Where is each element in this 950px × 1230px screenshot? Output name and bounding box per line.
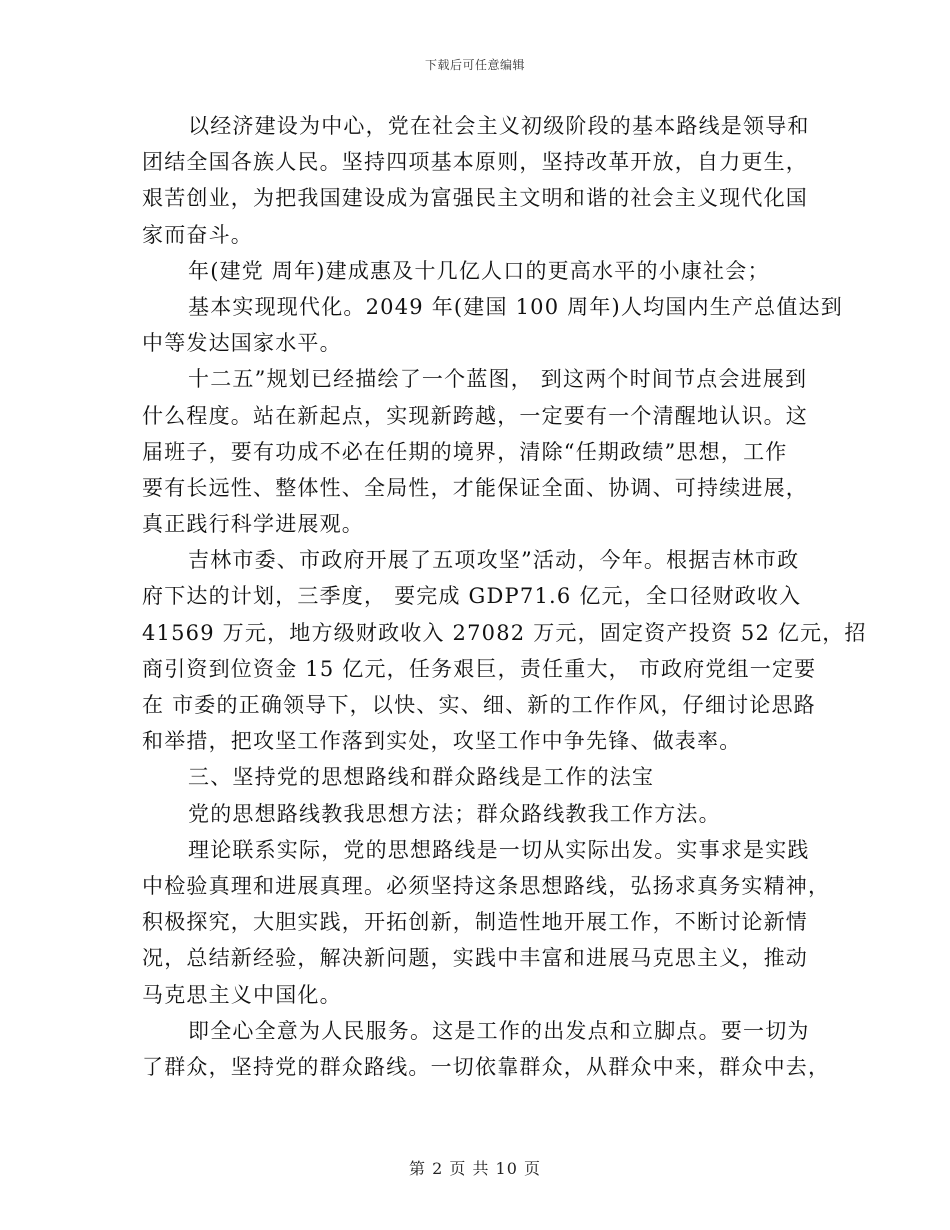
text-line: 年(建党 周年)建成惠及十几亿人口的更高水平的小康社会； [188,258,770,283]
text-line: 十二五”规划已经描绘了一个蓝图， 到这两个时间节点会进展到 [188,367,808,392]
text-line: 以经济建设为中心，党在社会主义初级阶段的基本路线是领导和 [188,114,810,138]
text-line: 中检验真理和进展真理。必须坚持这条思想路线，弘扬求真务实精神， [142,873,831,898]
text-line: 了群众，坚持党的群众路线。一切依靠群众，从群众中来，群众中去， [142,1054,831,1079]
text-line: 家而奋斗。 [142,222,253,247]
text-line: 况，总结新经验，解决新问题，实践中丰富和进展马克思主义，推动 [142,946,808,971]
text-line: 艰苦创业，为把我国建设成为富强民主文明和谐的社会主义现代化国 [142,186,808,211]
text-line: 团结全国各族人民。坚持四项基本原则，坚持改革开放，自力更生， [142,150,808,175]
text-line: 和举措，把攻坚工作落到实处，攻坚工作中争先锋、做表率。 [142,729,742,754]
text-line: 马克思主义中国化。 [142,982,342,1007]
document-body [142,108,867,1085]
text-line: 府下达的计划，三季度， 要完成 GDP71.6 亿元，全口径财政收入 [142,584,802,609]
text-line: 在 市委的正确领导下，以快、实、细、新的工作作风，仔细讨论思路 [142,693,816,717]
text-line: 要有长远性、整体性、全局性，才能保证全面、协调、可持续进展， [142,475,808,500]
text-line: 理论联系实际，党的思想路线是一切从实际出发。实事求是实践 [188,837,810,862]
text-line: 41569 万元，地方级财政收入 27082 万元，固定资产投资 52 亿元，招 [142,620,867,645]
text-line: 届班子，要有功成不必在任期的境界，清除“任期政绩”思想，工作 [142,439,788,464]
text-line: 三、坚持党的思想路线和群众路线是工作的法宝 [188,765,655,790]
text-line: 什么程度。站在新起点，实现新跨越，一定要有一个清醒地认识。这 [142,403,808,428]
text-line: 吉林市委、市政府开展了五项攻坚”活动，今年。根据吉林市政 [188,548,800,573]
text-line: 即全心全意为人民服务。这是工作的出发点和立脚点。要一切为 [188,1018,810,1043]
text-line: 积极探究，大胆实践，开拓创新，制造性地开展工作，不断讨论新情 [142,910,808,935]
text-line: 真正践行科学进展观。 [142,512,364,537]
text-line: 基本实现现代化。2049 年(建国 100 周年)人均国内生产总值达到 [188,294,843,319]
text-line: 商引资到位资金 15 亿元，任务艰巨，责任重大， 市政府党组一定要 [142,656,817,681]
page-footer: 第 2 页 共 10 页 [409,1159,541,1178]
page-header: 下载后可任意编辑 [424,58,525,72]
text-line: 党的思想路线教我思想方法；群众路线教我工作方法。 [188,801,721,826]
text-line: 中等发达国家水平。 [142,331,342,356]
